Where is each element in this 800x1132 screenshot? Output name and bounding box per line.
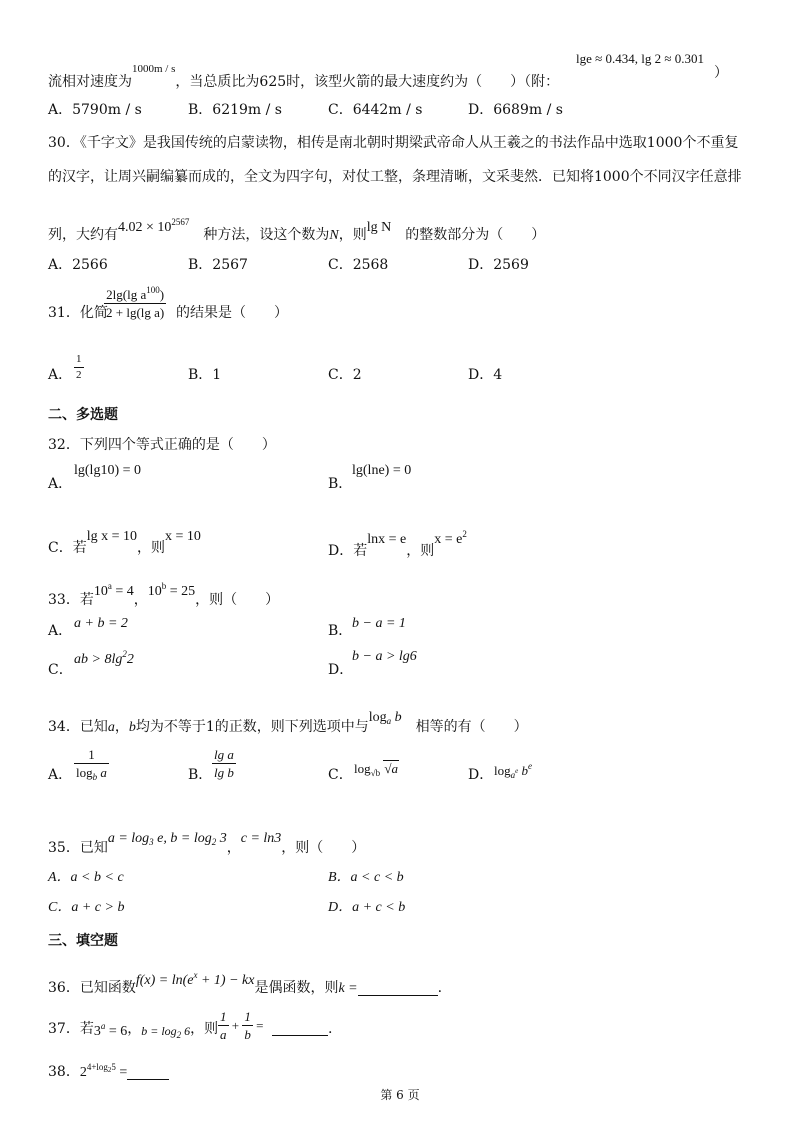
q37-answer-blank[interactable]	[272, 1023, 328, 1036]
q37-stem: 37．若$3^a = 6$，$b = \log_2 6$，则	[48, 1021, 219, 1040]
q32-stem: 32．下列四个等式正确的是（ ）	[48, 437, 276, 453]
q36-answer-blank[interactable]	[358, 983, 438, 996]
q30-option-a: A．2566	[48, 257, 108, 273]
q30-option-d: D．2569	[468, 257, 529, 273]
section-fill-blank-heading: 三、填空题	[48, 933, 118, 949]
q32-option-c: C．若lg x = 10，则x = 10	[48, 529, 201, 556]
q35-option-b: B．a < c < b	[328, 870, 404, 885]
q29-option-d: D．6689m / s	[468, 102, 563, 118]
section-multi-choice-heading: 二、多选题	[48, 407, 118, 423]
q33-option-a: a + b = 2	[74, 616, 128, 631]
q31-option-c: C．2	[328, 367, 362, 383]
q34-option-d: $\log_{a^e} b^e$	[494, 761, 532, 780]
q29-reference-values: lge ≈ 0.434, lg 2 ≈ 0.301	[576, 51, 705, 66]
q38: 38．$2^{4+log_25}$ =	[48, 1063, 169, 1080]
q35-option-c: C．a + c > b	[48, 900, 125, 915]
q34-option-c: $\log_{√b} √a$	[354, 761, 398, 778]
q31-option-d: D．4	[468, 367, 503, 383]
page-number: 第 6 页	[380, 1088, 420, 1102]
q37-expression: $\frac{1}{a}$ + $\frac{1}{b}$ =	[220, 1009, 264, 1042]
q33-option-d: b − a > lg6	[352, 649, 417, 664]
q31-prefix: 31．化简	[48, 305, 108, 321]
q30-line3: 列，大约有$4.02 \times 10^{2567}$ 种方法，设这个数为N，则lg N 的整数部分为（ ）	[48, 217, 546, 243]
q34-stem: 34．已知a，b均为不等于1的正数，则下列选项中与$\log_a b$ 相等的有（ ）	[48, 710, 528, 735]
q30-option-c: C．2568	[328, 257, 389, 273]
q35-stem: 35．已知$a = \log_3 e$, $b = \log_2 3$，c = ln3，则（ ）	[48, 831, 366, 856]
q31-option-a-fraction: $\frac{1}{2}$	[76, 353, 82, 381]
q33-option-b: b − a = 1	[352, 616, 406, 631]
q35-option-a: A．a < b < c	[48, 870, 124, 885]
q30-option-b: B．2567	[188, 257, 248, 273]
q31-fraction: $\frac{2\lg(\lg a^{100})}{\text{2 + lg(lg a)}}$	[106, 285, 165, 320]
q33-stem: 33．若$10^a = 4$，$10^b = 25$，则（ ）	[48, 581, 280, 608]
q32-option-b: lg(lne) = 0	[352, 463, 412, 478]
q30-line2: 的汉字，让周兴嗣编纂而成的，全文为四字句，对仗工整，条理清晰，文采斐然．已知将1000个不同汉字任意排	[48, 169, 742, 185]
q29-option-c: C．6442m / s	[328, 102, 423, 118]
q32-option-a: lg(lg10) = 0	[74, 463, 141, 478]
q36: 36．已知函数$f(x) = \ln(e^x + 1)$ − kx是偶函数，则k = .	[48, 970, 443, 996]
q29-option-b: B．6219m / s	[188, 102, 282, 118]
q31-option-a: A．	[48, 367, 73, 383]
q34-option-b: $\frac{\text{lg a}}{\text{lg b}}$	[214, 747, 234, 780]
q31-option-b: B．1	[188, 367, 222, 383]
q35-option-d: D．a + c < b	[328, 900, 406, 915]
q30-line1: 30．《千字文》是我国传统的启蒙读物，相传是南北朝时期梁武帝命人从王羲之的书法作品中选取1000个不重复	[48, 135, 739, 151]
q34-option-a: $\frac{1}{\log_b a}$	[76, 747, 107, 782]
q32-option-d: D．若lnx = e，则$x = e^2$	[328, 529, 467, 559]
q33-option-c: ab > $8\lg^22$	[74, 649, 134, 667]
q38-answer-blank[interactable]	[127, 1067, 169, 1080]
q29-line: 流相对速度为$^{1000m / s}$，当总质比为625时，该型火箭的最大速度约为（ ）（附：	[48, 63, 560, 90]
q29-option-a: A．5790m / s	[48, 102, 142, 118]
q30-count: $4.02 \times 10^{2567}$	[118, 217, 190, 235]
